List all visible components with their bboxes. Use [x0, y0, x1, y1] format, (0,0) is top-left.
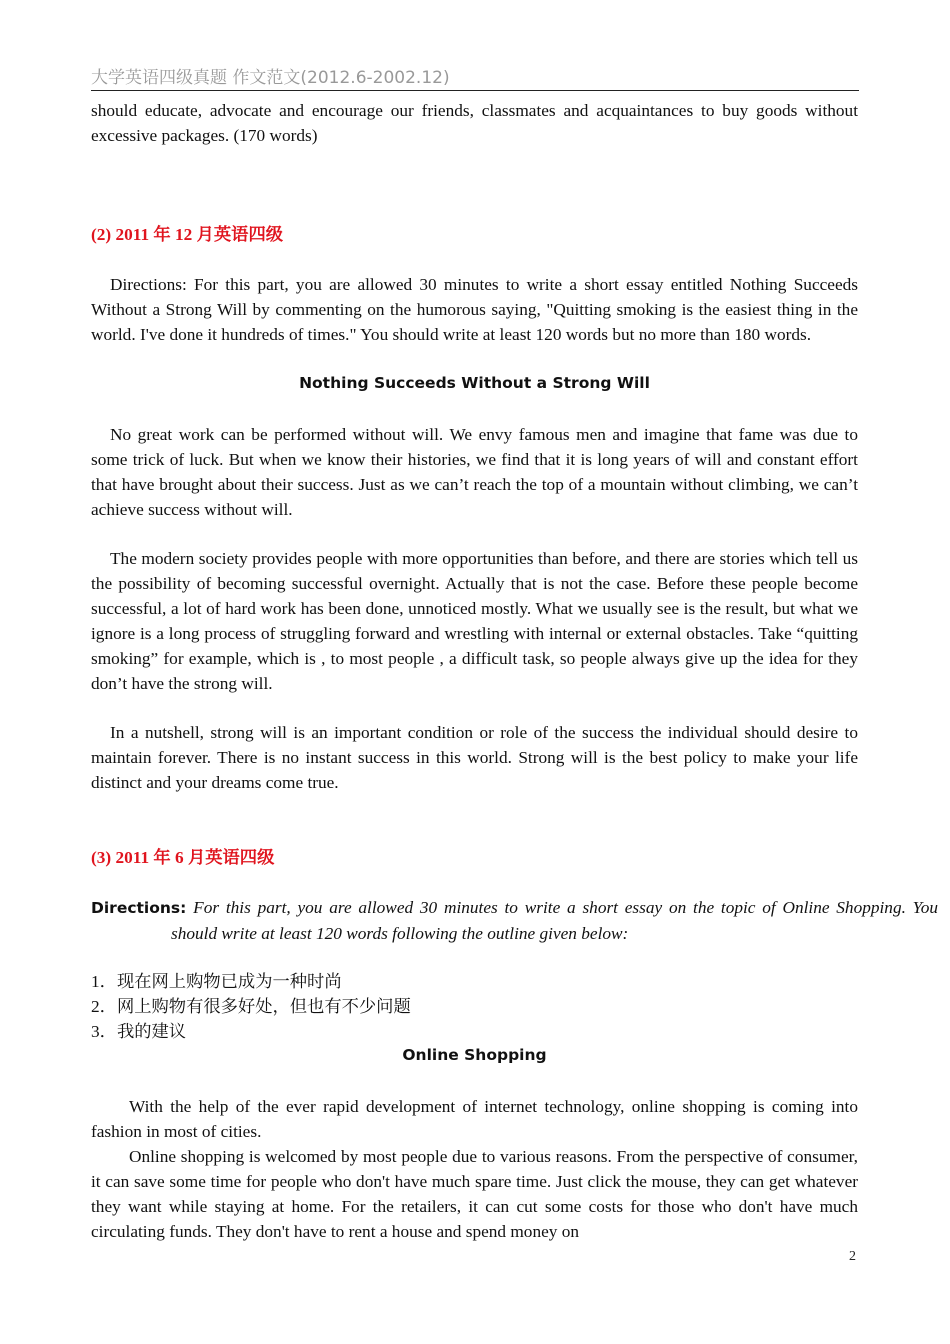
outline-text: 网上购物有很多好处，但也有不少问题	[116, 997, 411, 1017]
outline-number: 1．	[91, 972, 117, 991]
page-number: 2	[849, 1249, 856, 1264]
directions-label: Directions:	[91, 899, 187, 917]
section-3-paragraph-2: Online shopping is welcomed by most people due to various reasons. From the perspective of consumer, it can save some time for people who don't have much spare time. Just click the mouse, they can get whatever they want while staying at home. For the retailers, it can cut some costs for those who don't have much circulating funds. They don't have to rent a house and spend money on	[91, 1147, 858, 1241]
outline-number: 2．	[91, 997, 117, 1016]
section-2-heading: (2) 2011 年 12 月英语四级	[91, 225, 284, 244]
outline-item	[91, 994, 411, 1020]
page-header: 大学英语四级真题 作文范文(2012.6-2002.12)	[91, 66, 859, 91]
intro-paragraph: should educate, advocate and encourage our friends, classmates and acquaintances to buy goods without excessive packages. (170 words)	[91, 101, 858, 145]
section-2-directions: Directions: For this part, you are allowed 30 minutes to write a short essay entitled Nothing Succeeds Without a Strong Will by commenting on the humorous saying, "Quitting smoking is the easiest thing in the world. I've done it hundreds of times." You should write at least 120 words but no more than 180 words.	[91, 275, 858, 344]
outline-text: 现在网上购物已成为一种时尚	[116, 972, 342, 992]
section-2-paragraph-3: In a nutshell, strong will is an important condition or role of the success the individual should desire to maintain forever. There is no instant success in this world. Strong will is the best policy to make your life distinct and your dreams come true.	[91, 723, 858, 792]
section-2-paragraph-2: The modern society provides people with more opportunities than before, and there are stories which tell us the possibility of becoming successful overnight. Actually that is not the case. Before these people become successful, a lot of hard work has been done, unnoticed mostly. What we usually see is the result, but what we ignore is a long process of struggling forward and wrestling with internal or external obstacles. Take “quitting smoking” for example, which is , to most people , a difficult task, so people always give up the idea for they don’t have the strong will.	[91, 549, 858, 693]
outline-item	[91, 969, 342, 995]
section-2-essay-title: Nothing Succeeds Without a Strong Will	[299, 374, 650, 392]
section-3-directions	[91, 895, 938, 946]
section-3-heading: (3) 2011 年 6 月英语四级	[91, 848, 275, 867]
outline-item	[91, 1019, 186, 1045]
section-3-essay-title: Online Shopping	[402, 1046, 547, 1064]
section-2-paragraph-1: No great work can be performed without will. We envy famous men and imagine that fame was due to some trick of luck. But when we know their histories, we find that it is long years of will and constant effort that have brought about their success. Just as we can’t reach the top of a mountain without climbing, we can’t achieve success without will.	[91, 425, 858, 519]
section-3-paragraph-1: With the help of the ever rapid development of internet technology, online shopping is coming into fashion in most of cities.	[91, 1097, 858, 1141]
outline-text: 我的建议	[116, 1022, 187, 1042]
directions-text: For this part, you are allowed 30 minutes to write a short essay on the topic of Online Shopping. You should write at least 120 words following the outline given below:	[171, 898, 938, 943]
outline-number: 3．	[91, 1022, 117, 1041]
